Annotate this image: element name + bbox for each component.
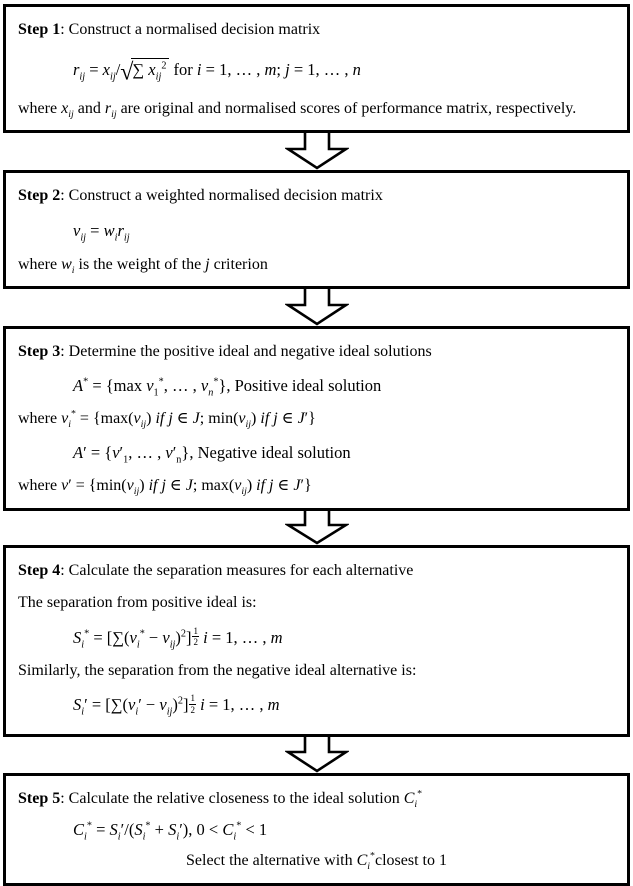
text-line: where $x_{ij}$ and $r_{ij}$ are original and normalised scores of performance matrix, respectively. [18, 99, 577, 120]
step-5-box [3, 773, 630, 886]
step-1-label: Step 1 [18, 21, 61, 38]
text-line: where $w_i$ is the weight of the j criterion [18, 255, 268, 276]
step-5-heading [18, 788, 615, 810]
step-3-box [3, 326, 630, 511]
step-4-title: : Calculate the separation measures for each alternative [60, 561, 414, 579]
step-3-label: Step 3 [18, 343, 61, 361]
step-4-label: Step 4 [18, 561, 61, 579]
step-3-body [18, 374, 615, 498]
text-line: The separation from positive ideal is: [18, 594, 257, 612]
step-5-title: : Calculate the relative closeness to the ideal solution $C_i^*$ [60, 788, 423, 810]
step-3-heading [18, 341, 615, 363]
step-2-box [3, 170, 630, 289]
down-arrow-icon [285, 133, 349, 170]
text-line: Select the alternative with $C_i^*closest$ to 1 [186, 851, 447, 873]
step-4-box [3, 545, 630, 737]
step-5-label: Step 5 [18, 789, 61, 807]
formula-line: $S_i' = [\sum(v_i' - v_{ij})^2]$ $\frac{1}{2}$ i = 1, … , m [73, 693, 280, 718]
step-5-body [18, 818, 615, 872]
down-arrow-icon [285, 289, 349, 326]
step-3-title: : Determine the positive ideal and negative ideal solutions [60, 343, 432, 361]
step-1-title: : Construct a normalised decision matrix [60, 21, 321, 38]
step-1-body [18, 58, 615, 120]
step-2-title: : Construct a weighted normalised decision matrix [60, 187, 383, 205]
step-4-body [18, 592, 615, 716]
formula-line: $C_i^* = S_i'/(S_i^* + S_i')$, $0 < C_i^* < 1$ [73, 820, 268, 843]
text-line: Similarly, the separation from the negative ideal alternative is: [18, 661, 417, 679]
down-arrow-icon [285, 511, 349, 545]
step-1-box [3, 4, 630, 133]
formula-line: A* = {max $v_1^*$, … , $v_n^*$}, Positive ideal solution [73, 375, 382, 399]
step-2-heading [18, 185, 615, 207]
formula-line: $S_i^* = [\sum(v_i^* - v_{ij})^2]$ $\frac{1}{2}$ i = 1, … , m [73, 625, 283, 650]
text-line: where $v' = \{\min(v_{ij})$ if j ∈ J; $\max(v_{ij})$ if j ∈ J′} [18, 477, 312, 498]
formula-line: $r_{ij} = x_{ij}/√\sum$ $x_{ij}^2$ for i = 1, … , m; j = 1, … , n [73, 58, 361, 85]
text-line: where $v_i^* = \{\max(v_{ij})$ if j ∈ J; $\min(v_{ij})$ if j ∈ J′} [18, 408, 316, 431]
step-2-label: Step 2 [18, 187, 61, 205]
step-1-heading [18, 19, 615, 41]
formula-line: $A' = \{v'_1$, … , $v'_n$}, Negative ideal solution [73, 443, 351, 466]
step-4-heading [18, 560, 615, 582]
formula-line: $v_{ij} = w_ir_{ij}$ [73, 220, 130, 243]
down-arrow-icon [285, 737, 349, 773]
step-2-body [18, 219, 615, 276]
